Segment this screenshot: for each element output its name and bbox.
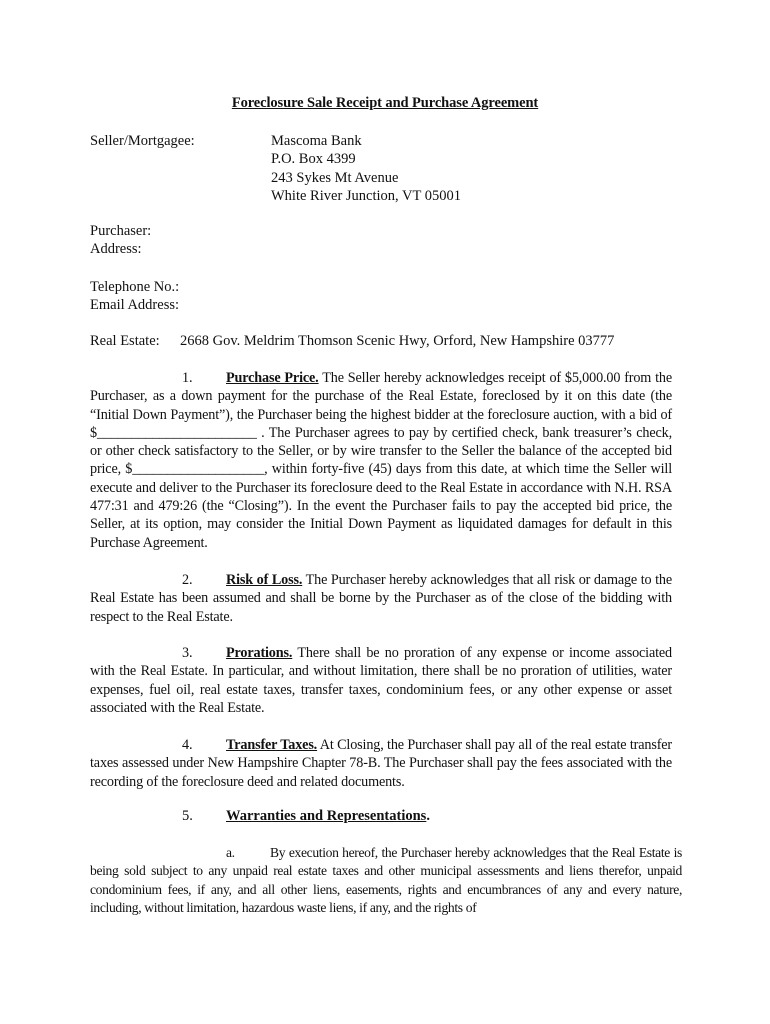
subsection-body: By execution hereof, the Purchaser hereby acknowledges that the Real Estate is being sold subject to any unpaid real estate taxes and other municipal assessments and liens therefor, unpaid condominium fees, if any, and all other liens, easements, rights and encumbrances of any and every nature, including, without limitation, hazardous waste liens, if any, and the rights of	[90, 845, 682, 915]
seller-city: White River Junction, VT 05001	[271, 187, 461, 204]
subsection-letter: a.	[226, 845, 235, 860]
purchaser-block	[90, 222, 151, 259]
purchaser-label: Purchaser:	[90, 223, 152, 239]
seller-address	[271, 132, 461, 205]
seller-name: Mascoma Bank	[271, 133, 362, 149]
section-body: At Closing, the Purchaser shall pay all of the real estate transfer taxes assessed under New Hampshire Chapter 78-B. The Purchaser shall pay the fees associated with the recording of the foreclosure deed and related documents.	[90, 737, 672, 790]
subsection-a	[90, 844, 682, 917]
section-heading: Purchase Price.	[226, 370, 319, 386]
section-body: The Purchaser hereby acknowledges that all risk or damage to the Real Estate has been assumed and shall be borne by the Purchaser as of the close of the bidding with respect to the Real Estate.	[90, 572, 672, 625]
section-number: 1.	[182, 370, 193, 386]
section-number: 5.	[182, 808, 193, 824]
seller-label: Seller/Mortgagee:	[90, 133, 195, 149]
real-estate-address: 2668 Gov. Meldrim Thomson Scenic Hwy, Orford, New Hampshire 03777	[180, 333, 615, 349]
email-label: Email Address:	[90, 297, 180, 314]
section-heading: Prorations.	[226, 645, 293, 661]
section-heading-period: .	[426, 808, 430, 824]
address-label: Address:	[90, 241, 142, 258]
section-2	[90, 571, 672, 626]
contact-block	[90, 278, 179, 315]
document-title: Foreclosure Sale Receipt and Purchase Agreement	[231, 95, 539, 111]
section-body: There shall be no proration of any expense or income associated with the Real Estate. In particular, and without limitation, there shall be no proration of utilities, water expenses, fuel oil, real estate taxes, transfer taxes, condominium fees, or any other expense or asset associated with the Real Estate.	[90, 645, 672, 716]
section-number: 4.	[182, 737, 193, 753]
section-5	[182, 808, 430, 825]
real-estate-row	[90, 333, 615, 350]
section-3	[90, 644, 672, 717]
section-number: 2.	[182, 572, 193, 588]
section-heading: Risk of Loss.	[226, 572, 303, 588]
section-4	[90, 736, 672, 791]
section-heading: Transfer Taxes.	[226, 737, 318, 753]
seller-street: 243 Sykes Mt Avenue	[271, 169, 399, 186]
real-estate-label: Real Estate:	[90, 333, 160, 349]
section-1	[90, 369, 672, 552]
section-heading: Warranties and Representations	[226, 808, 427, 824]
section-body: The Seller hereby acknowledges receipt of $5,000.00 from the Purchaser, as a down payment for the purchase of the Real Estate, foreclosed by it on this date (the “Initial Down Payment”), the Purchaser being the highest bidder at the foreclosure auction, with a bid of $_______________________ . The Purchaser agrees to pay by certified check, bank treasurer’s check, or other check satisfactory to the Seller, or by wire transfer to the Seller the balance of the accepted bid price, $___________________, within forty-five (45) days from this date, at which time the Seller will execute and deliver to the Purchaser its foreclosure deed to the Real Estate in accordance with N.H. RSA 477:31 and 479:26 (the “Closing”). In the event the Purchaser fails to pay the accepted bid price, the Seller, at its option, may consider the Initial Down Payment as liquidated damages for default in this Purchase Agreement.	[90, 370, 672, 551]
seller-po-box: P.O. Box 4399	[271, 151, 356, 168]
section-number: 3.	[182, 645, 193, 661]
telephone-label: Telephone No.:	[90, 279, 180, 295]
